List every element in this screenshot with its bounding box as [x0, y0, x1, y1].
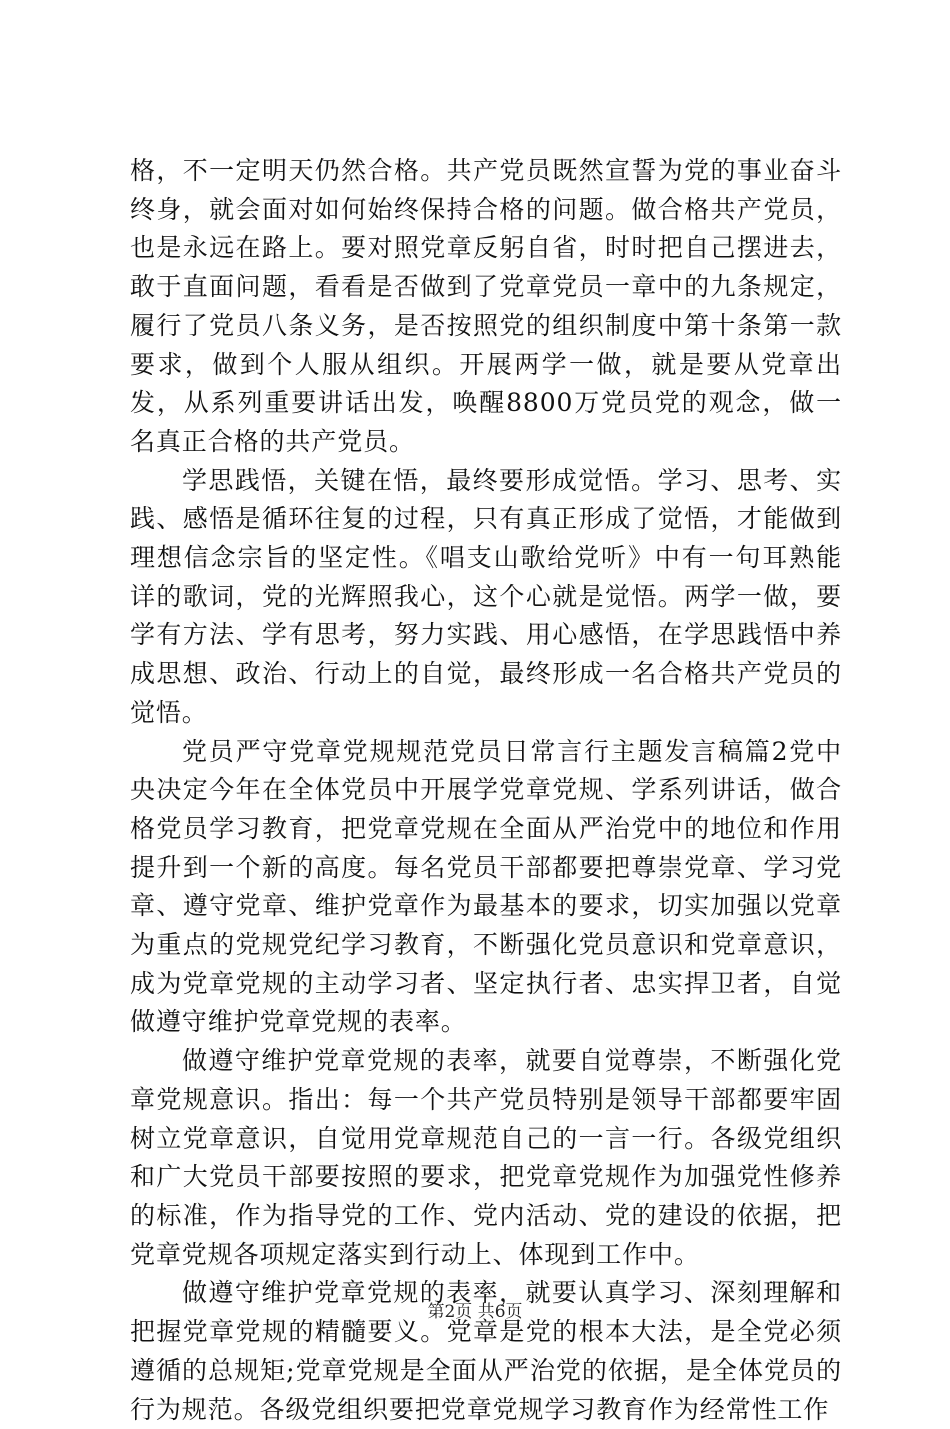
- paragraph-study-charter: 做遵守维护党章党规的表率，就要认真学习、深刻理解和把握党章党规的精髓要义。党章是党的根本大法，是全党必须遵循的总规矩;党章党规是全面从严治党的依据，是全体党员的行为规范。各级党组织要把党章党规学习教育作为经常性工作: [130, 1278, 842, 1424]
- paragraph-continued: 格，不一定明天仍然合格。共产党员既然宣誓为党的事业奋斗终身，就会面对如何始终保持合格的问题。做合格共产党员，也是永远在路上。要对照党章反躬自省，时时把自己摆进去，敢于直面问题，看看是否做到了党章党员一章中的九条规定，履行了党员八条义务，是否按照党的组织制度中第十条第一款要求，做到个人服从组织。开展两学一做，就是要从党章出发，从系列重要讲话出发，唤醒8800万党员党的观念，做一名真正合格的共产党员。: [130, 156, 842, 456]
- body-text: [130, 152, 842, 1429]
- page-number-footer: 第2页 共6页: [427, 1302, 523, 1322]
- paragraph-speech-part-2: 党员严守党章党规规范党员日常言行主题发言稿篇2党中央决定今年在全体党员中开展学党章党规、学系列讲话，做合格党员学习教育，把党章党规在全面从严治党中的地位和作用提升到一个新的高度。每名党员干部都要把尊崇党章、学习党章、遵守党章、维护党章作为最基本的要求，切实加强以党章为重点的党规党纪学习教育，不断强化党员意识和党章意识，成为党章党规的主动学习者、坚定执行者、忠实捍卫者，自觉做遵守维护党章党规的表率。: [130, 736, 842, 1037]
- paragraph-respect-charter: 做遵守维护党章党规的表率，就要自觉尊崇，不断强化党章党规意识。指出：每一个共产党员特别是领导干部都要牢固树立党章意识，自觉用党章规范自己的一言一行。各级党组织和广大党员干部要按照的要求，把党章党规作为加强党性修养的标准，作为指导党的工作、党内活动、党的建设的依据，把党章党规各项规定落实到行动上、体现到工作中。: [130, 1046, 842, 1269]
- paragraph-awareness: 学思践悟，关键在悟，最终要形成觉悟。学习、思考、实践、感悟是循环往复的过程，只有真正形成了觉悟，才能做到理想信念宗旨的坚定性。《唱支山歌给党听》中有一句耳熟能详的歌词，党的光辉照我心，这个心就是觉悟。两学一做，要学有方法、学有思考，努力实践、用心感悟，在学思践悟中养成思想、政治、行动上的自觉，最终形成一名合格共产党员的觉悟。: [130, 465, 842, 727]
